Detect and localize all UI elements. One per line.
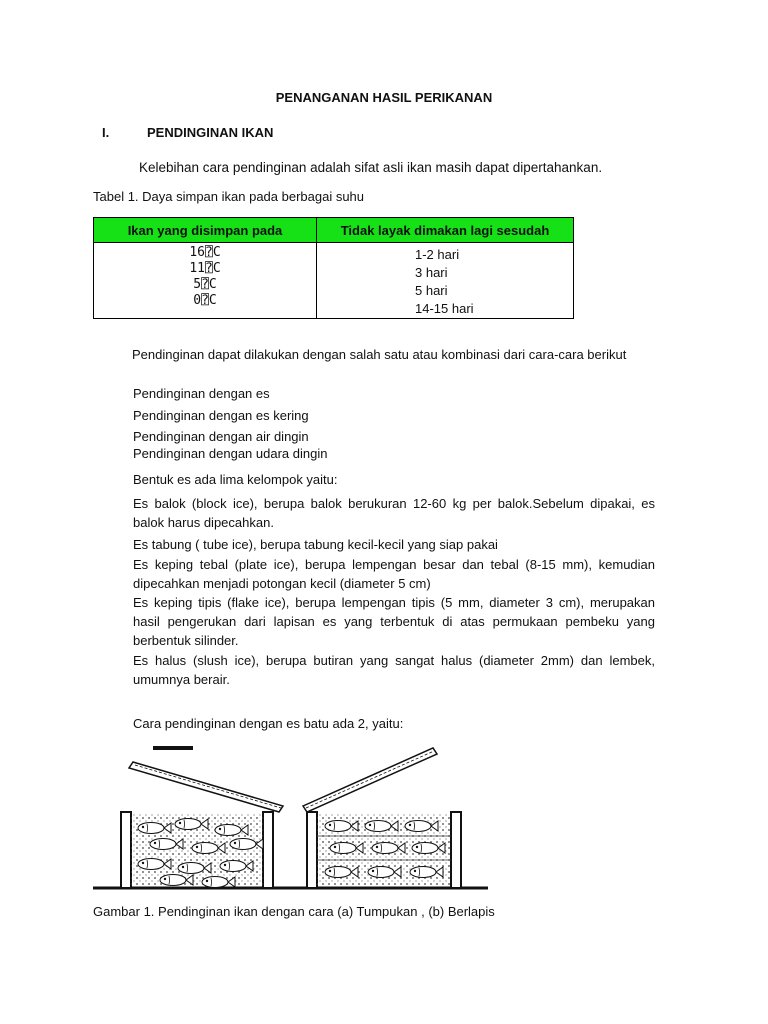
table-header-row [94,218,574,243]
temperature-cell [94,243,317,319]
ice-intro: Bentuk es ada lima kelompok yaitu: [133,472,338,487]
table-header-duration: Tidak layak dimakan lagi sesudah [317,218,574,243]
method-item: Pendinginan dengan air dingin [133,429,309,444]
duration-cell [317,243,574,319]
section-number: I. [102,125,110,140]
duration-value: 5 hari [415,283,448,298]
figure-caption: Gambar 1. Pendinginan ikan dengan cara (a) Tumpukan , (b) Berlapis [93,904,495,919]
section-title: PENDINGINAN IKAN [147,125,274,140]
table-row [94,243,574,319]
temperature-value: 0⍰C [193,293,217,308]
page-title: PENANGANAN HASIL PERIKANAN [275,90,493,105]
fish-cooling-illustration [93,744,488,894]
intro-paragraph: Kelebihan cara pendinginan adalah sifat asli ikan masih dapat dipertahankan. [139,160,603,175]
duration-value: 3 hari [415,265,448,280]
table-caption: Tabel 1. Daya simpan ikan pada berbagai suhu [93,189,365,204]
temperature-value: 11⍰C [189,261,221,276]
method-item: Pendinginan dengan es kering [133,408,309,423]
fish-boxes-drawing [93,744,488,894]
method-item: Pendinginan dengan udara dingin [133,446,328,461]
ice-type-item: Es tabung ( tube ice), berupa tabung kecil-kecil yang siap pakai [133,537,498,552]
ice-methods-intro: Cara pendinginan dengan es batu ada 2, yaitu: [133,716,404,731]
ice-type-item: Es balok (block ice), berupa balok berukuran 12-60 kg per balok.Sebelum dipakai, es balok harus dipecahkan. [133,496,655,530]
temperature-value: 5⍰C [193,277,217,292]
duration-value: 1-2 hari [415,247,460,262]
storage-table [93,217,574,319]
temperature-value: 16⍰C [189,245,221,260]
method-item: Pendinginan dengan es [133,386,270,401]
methods-paragraph: Pendinginan dapat dilakukan dengan salah satu atau kombinasi dari cara-cara berikut [132,347,627,362]
ice-type-item: Es keping tipis (flake ice), berupa lempengan tipis (5 mm, diameter 3 cm), merupakan hasil pengerukan dari lapisan es yang terbentuk di atas permukaan pembeku yang berbentuk silinder. [133,595,655,648]
ice-type-item: Es keping tebal (plate ice), berupa lempengan besar dan tebal (8-15 mm), kemudian dipecahkan menjadi potongan kecil (diameter 5 cm) [133,557,655,591]
table-header-temperature: Ikan yang disimpan pada [94,218,317,243]
ice-type-item: Es halus (slush ice), berupa butiran yang sangat halus (diameter 2mm) dan lembek, umumnya berair. [133,653,655,687]
box-b [303,748,461,888]
duration-value: 14-15 hari [415,301,474,316]
box-a [121,746,283,888]
